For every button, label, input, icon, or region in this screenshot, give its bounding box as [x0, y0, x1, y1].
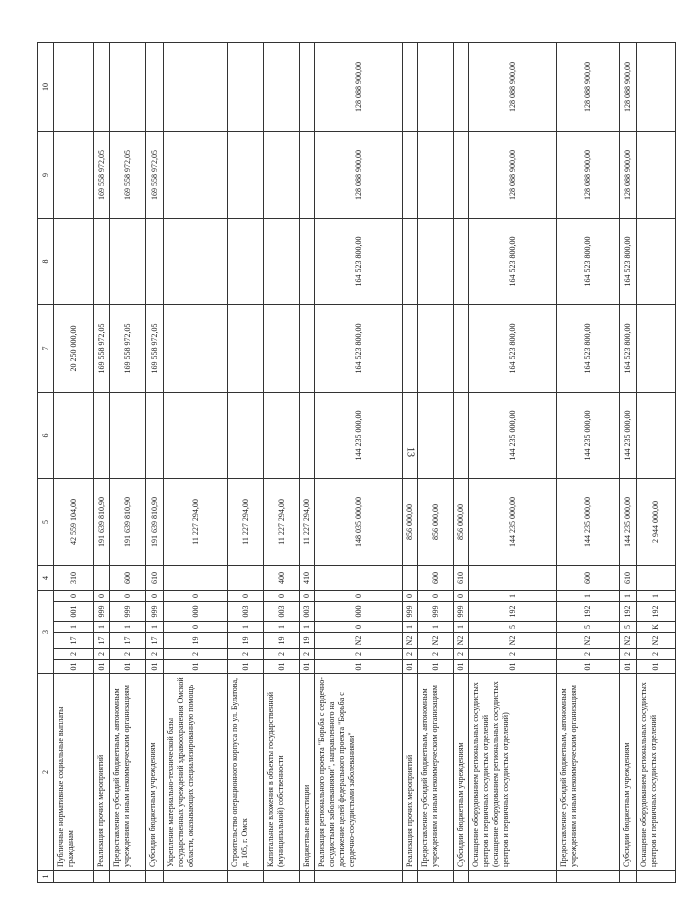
code-part-cell: 999	[146, 602, 164, 622]
amount-cell	[637, 42, 676, 131]
code-part-cell: 0	[418, 590, 454, 601]
item-name-cell: Оснащение оборудованием региональных сосудистых центров и первичных сосудистых отделений (оснащение оборудованием региональных сосудистых центров и первичных сосудистых отделений)	[469, 674, 557, 871]
row-number-cell	[315, 871, 403, 883]
code-part-cell: 2	[620, 649, 637, 660]
code-part-cell: 0	[403, 590, 418, 601]
item-name-cell: Укрепление материально-технической базы государственных учреждений здравоохранения Омской области, оказывающих специализированную помощь	[164, 674, 228, 871]
code-part-cell: 01	[454, 660, 469, 674]
code-part-cell: 0	[110, 590, 146, 601]
item-name-cell: Предоставление субсидий бюджетным, автономным учреждениям и иным некоммерческим организациям	[110, 674, 146, 871]
amount-cell: 11 227 294,00	[228, 478, 264, 565]
amount-cell: 144 235 000,00	[469, 478, 557, 565]
amount-cell	[146, 392, 164, 478]
code-part-cell: 01	[637, 660, 676, 674]
code-part-cell: 1	[146, 622, 164, 633]
header-cell: 8	[38, 218, 54, 304]
code-part-cell: 000	[164, 602, 228, 622]
amount-cell	[264, 131, 300, 218]
code-part-cell: 01	[418, 660, 454, 674]
code-part-cell: N2	[557, 633, 620, 649]
code-part-cell: 01	[94, 660, 110, 674]
amount-cell: 164 523 800,00	[315, 304, 403, 392]
amount-cell: 164 523 800,00	[469, 304, 557, 392]
item-name-cell: Субсидии бюджетным учреждениям	[620, 674, 637, 871]
amount-cell: 128 088 900,00	[620, 42, 637, 131]
code-part-cell: 0	[454, 590, 469, 601]
amount-cell	[418, 42, 454, 131]
code-part-cell: K	[637, 622, 676, 633]
code-part-cell: 1	[469, 590, 557, 601]
amount-cell: 144 235 000,00	[315, 392, 403, 478]
code-part-cell: 1	[264, 622, 300, 633]
code-part-cell: 5	[620, 622, 637, 633]
amount-cell: 128 088 900,00	[315, 131, 403, 218]
expense-type-cell	[164, 565, 228, 590]
row-number-cell	[110, 871, 146, 883]
page-number: 13	[404, 447, 416, 457]
item-name-cell: Бюджетные инвестиции	[300, 674, 315, 871]
amount-cell	[94, 218, 110, 304]
code-part-cell: 2	[228, 649, 264, 660]
code-part-cell: 003	[228, 602, 264, 622]
table-row	[228, 42, 264, 882]
amount-cell	[264, 42, 300, 131]
expense-type-cell	[228, 565, 264, 590]
code-part-cell: 17	[110, 633, 146, 649]
amount-cell	[300, 42, 315, 131]
amount-cell: 20 250 000,00	[54, 304, 94, 392]
expense-type-cell	[637, 565, 676, 590]
code-part-cell: 01	[264, 660, 300, 674]
amount-cell	[164, 131, 228, 218]
item-name-cell: Реализация прочих мероприятий	[94, 674, 110, 871]
amount-cell	[300, 392, 315, 478]
amount-cell	[418, 218, 454, 304]
expense-type-cell: 610	[454, 565, 469, 590]
expense-type-cell: 600	[418, 565, 454, 590]
code-part-cell: 0	[264, 590, 300, 601]
code-part-cell: 0	[300, 590, 315, 601]
code-part-cell: N2	[454, 633, 469, 649]
code-part-cell: 2	[264, 649, 300, 660]
header-cell: 9	[38, 131, 54, 218]
code-part-cell: 01	[403, 660, 418, 674]
amount-cell	[164, 42, 228, 131]
item-name-cell: Капитальные вложения в объекты государственной (муниципальной) собственности	[264, 674, 300, 871]
code-part-cell: 19	[300, 633, 315, 649]
code-part-cell: 999	[94, 602, 110, 622]
code-part-cell: 0	[94, 590, 110, 601]
row-number-cell	[228, 871, 264, 883]
amount-cell: 128 088 900,00	[469, 131, 557, 218]
code-part-cell: 0	[164, 590, 228, 601]
expense-type-cell	[403, 565, 418, 590]
code-part-cell: 2	[403, 649, 418, 660]
row-number-cell	[557, 871, 620, 883]
header-cell: 1	[38, 871, 54, 883]
code-part-cell: N2	[403, 633, 418, 649]
table-row	[110, 42, 146, 882]
code-part-cell: 000	[315, 602, 403, 622]
code-part-cell: 1	[110, 622, 146, 633]
amount-cell: 164 523 800,00	[557, 304, 620, 392]
code-part-cell: 5	[469, 622, 557, 633]
code-part-cell: 2	[110, 649, 146, 660]
amount-cell: 42 559 104,00	[54, 478, 94, 565]
budget-table	[37, 42, 676, 883]
table-row	[403, 42, 418, 882]
amount-cell	[454, 131, 469, 218]
amount-cell	[418, 304, 454, 392]
code-part-cell: 003	[264, 602, 300, 622]
code-part-cell: 1	[637, 590, 676, 601]
amount-cell: 11 227 294,00	[264, 478, 300, 565]
amount-cell: 128 088 900,00	[315, 42, 403, 131]
code-part-cell: 2	[637, 649, 676, 660]
amount-cell	[94, 42, 110, 131]
code-part-cell: 001	[54, 602, 94, 622]
code-part-cell: 1	[403, 622, 418, 633]
header-cell: 3	[38, 590, 54, 673]
amount-cell	[403, 131, 418, 218]
amount-cell: 144 235 000,00	[557, 392, 620, 478]
code-part-cell: N2	[620, 633, 637, 649]
amount-cell: 169 558 972,05	[110, 304, 146, 392]
amount-cell	[146, 218, 164, 304]
code-part-cell: 2	[146, 649, 164, 660]
item-name-cell: Предоставление субсидий бюджетным, автономным учреждениям и иным некоммерческим организациям	[557, 674, 620, 871]
amount-cell: 11 227 294,00	[300, 478, 315, 565]
amount-cell: 169 558 972,05	[94, 304, 110, 392]
amount-cell: 164 523 800,00	[620, 304, 637, 392]
expense-type-cell: 610	[620, 565, 637, 590]
amount-cell: 169 558 972,05	[94, 131, 110, 218]
amount-cell: 144 235 000,00	[620, 478, 637, 565]
row-number-cell	[620, 871, 637, 883]
amount-cell: 856 000,00	[418, 478, 454, 565]
expense-type-cell	[315, 565, 403, 590]
item-name-cell: Строительство операционного корпуса по ул. Булатова, д. 105, г. Омск	[228, 674, 264, 871]
code-part-cell: 19	[264, 633, 300, 649]
code-part-cell: 2	[315, 649, 403, 660]
table-row	[469, 42, 557, 882]
code-part-cell: N2	[637, 633, 676, 649]
item-name-cell: Реализация прочих мероприятий	[403, 674, 418, 871]
amount-cell	[454, 304, 469, 392]
expense-type-cell: 310	[54, 565, 94, 590]
code-part-cell: 2	[54, 649, 94, 660]
code-part-cell: 2	[300, 649, 315, 660]
table-row	[315, 42, 403, 882]
amount-cell	[54, 131, 94, 218]
code-part-cell: 003	[300, 602, 315, 622]
amount-cell: 128 088 900,00	[620, 131, 637, 218]
row-number-cell	[164, 871, 228, 883]
code-part-cell: 0	[315, 622, 403, 633]
code-part-cell: 1	[454, 622, 469, 633]
row-number-cell	[403, 871, 418, 883]
row-number-cell	[454, 871, 469, 883]
row-number-cell	[418, 871, 454, 883]
item-name-cell: Реализация регионального проекта "Борьба с сердечно-сосудистыми заболеваниями", направленного на достижение целей федерального проекта "Борьба с сердечно-сосудистыми заболеваниями"	[315, 674, 403, 871]
amount-cell	[403, 304, 418, 392]
code-part-cell: 01	[315, 660, 403, 674]
table-row	[557, 42, 620, 882]
table-row	[637, 42, 676, 882]
row-number-cell	[54, 871, 94, 883]
code-part-cell: 01	[110, 660, 146, 674]
table-row	[620, 42, 637, 882]
amount-cell: 169 558 972,05	[146, 131, 164, 218]
expense-type-cell: 410	[300, 565, 315, 590]
code-part-cell: 17	[54, 633, 94, 649]
amount-cell	[454, 218, 469, 304]
code-part-cell: 5	[557, 622, 620, 633]
amount-cell	[418, 392, 454, 478]
amount-cell	[300, 218, 315, 304]
amount-cell	[228, 218, 264, 304]
amount-cell: 148 035 000,00	[315, 478, 403, 565]
code-part-cell: N2	[418, 633, 454, 649]
amount-cell	[264, 218, 300, 304]
code-part-cell: 01	[146, 660, 164, 674]
code-part-cell: 0	[164, 622, 228, 633]
amount-cell	[228, 131, 264, 218]
amount-cell	[637, 304, 676, 392]
amount-cell: 128 088 900,00	[557, 42, 620, 131]
code-part-cell: 0	[54, 590, 94, 601]
amount-cell: 164 523 800,00	[315, 218, 403, 304]
amount-cell	[164, 218, 228, 304]
amount-cell: 128 088 900,00	[557, 131, 620, 218]
code-part-cell: 0	[315, 590, 403, 601]
code-part-cell: N2	[315, 633, 403, 649]
amount-cell	[228, 392, 264, 478]
code-part-cell: 1	[557, 590, 620, 601]
table-row	[94, 42, 110, 882]
amount-cell	[637, 218, 676, 304]
table-row	[454, 42, 469, 882]
amount-cell: 128 088 900,00	[469, 42, 557, 131]
code-part-cell: 0	[146, 590, 164, 601]
code-part-cell: 01	[54, 660, 94, 674]
amount-cell	[110, 392, 146, 478]
amount-cell	[403, 218, 418, 304]
amount-cell: 191 639 810,90	[110, 478, 146, 565]
expense-type-cell: 400	[264, 565, 300, 590]
code-part-cell: 17	[94, 633, 110, 649]
code-part-cell: 17	[146, 633, 164, 649]
expense-type-cell	[94, 565, 110, 590]
amount-cell: 164 523 800,00	[620, 218, 637, 304]
amount-cell	[110, 218, 146, 304]
amount-cell	[146, 42, 164, 131]
expense-type-cell	[469, 565, 557, 590]
amount-cell: 164 523 800,00	[557, 218, 620, 304]
amount-cell	[403, 42, 418, 131]
amount-cell	[418, 131, 454, 218]
code-part-cell: 01	[620, 660, 637, 674]
amount-cell: 856 000,00	[454, 478, 469, 565]
amount-cell	[228, 42, 264, 131]
amount-cell: 169 558 972,05	[110, 131, 146, 218]
table-row	[418, 42, 454, 882]
code-part-cell: 01	[557, 660, 620, 674]
amount-cell	[300, 131, 315, 218]
table-row	[264, 42, 300, 882]
amount-cell: 164 523 800,00	[469, 218, 557, 304]
expense-type-cell: 610	[146, 565, 164, 590]
amount-cell: 856 000,00	[403, 478, 418, 565]
amount-cell	[637, 392, 676, 478]
code-part-cell: 2	[454, 649, 469, 660]
amount-cell	[54, 218, 94, 304]
amount-cell	[454, 42, 469, 131]
code-part-cell: 01	[228, 660, 264, 674]
amount-cell	[164, 304, 228, 392]
amount-cell	[264, 392, 300, 478]
amount-cell	[54, 392, 94, 478]
code-part-cell: 192	[557, 602, 620, 622]
code-part-cell: 192	[620, 602, 637, 622]
item-name-cell: Оснащение оборудованием региональных сосудистых центров и первичных сосудистых отделений	[637, 674, 676, 871]
table-row	[54, 42, 94, 882]
amount-cell: 169 558 972,05	[146, 304, 164, 392]
amount-cell: 191 639 810,90	[146, 478, 164, 565]
code-part-cell: 01	[469, 660, 557, 674]
code-part-cell: 1	[54, 622, 94, 633]
amount-cell: 144 235 000,00	[620, 392, 637, 478]
code-part-cell: 1	[418, 622, 454, 633]
code-part-cell: 1	[620, 590, 637, 601]
code-part-cell: 999	[454, 602, 469, 622]
code-part-cell: 999	[110, 602, 146, 622]
expense-type-cell: 600	[110, 565, 146, 590]
code-part-cell: 01	[300, 660, 315, 674]
amount-cell	[228, 304, 264, 392]
code-part-cell: 2	[557, 649, 620, 660]
code-part-cell: 999	[418, 602, 454, 622]
amount-cell: 144 235 000,00	[469, 392, 557, 478]
row-number-cell	[300, 871, 315, 883]
table-row	[146, 42, 164, 882]
amount-cell	[403, 392, 418, 478]
amount-cell	[94, 392, 110, 478]
table-row	[300, 42, 315, 882]
code-part-cell: 1	[300, 622, 315, 633]
item-name-cell: Субсидии бюджетным учреждениям	[146, 674, 164, 871]
code-part-cell: 192	[637, 602, 676, 622]
header-cell: 4	[38, 565, 54, 590]
code-part-cell: 2	[164, 649, 228, 660]
row-number-cell	[469, 871, 557, 883]
code-part-cell: 999	[403, 602, 418, 622]
amount-cell: 144 235 000,00	[557, 478, 620, 565]
code-part-cell: N2	[469, 633, 557, 649]
amount-cell	[164, 392, 228, 478]
item-name-cell: Публичные нормативные социальные выплаты гражданам	[54, 674, 94, 871]
item-name-cell: Субсидии бюджетным учреждениям	[454, 674, 469, 871]
amount-cell	[637, 131, 676, 218]
code-part-cell: 19	[228, 633, 264, 649]
code-part-cell: 2	[418, 649, 454, 660]
amount-cell	[454, 392, 469, 478]
amount-cell: 11 227 294,00	[164, 478, 228, 565]
row-number-cell	[637, 871, 676, 883]
rotated-page	[37, 43, 660, 883]
code-part-cell: 2	[94, 649, 110, 660]
amount-cell: 191 639 810,90	[94, 478, 110, 565]
amount-cell: 2 944 000,00	[637, 478, 676, 565]
header-cell: 6	[38, 392, 54, 478]
code-part-cell: 01	[164, 660, 228, 674]
code-part-cell: 1	[94, 622, 110, 633]
header-row	[38, 42, 54, 882]
amount-cell	[300, 304, 315, 392]
code-part-cell: 0	[228, 590, 264, 601]
row-number-cell	[264, 871, 300, 883]
row-number-cell	[94, 871, 110, 883]
header-cell: 2	[38, 674, 54, 871]
header-cell: 10	[38, 42, 54, 131]
amount-cell	[110, 42, 146, 131]
code-part-cell: 192	[469, 602, 557, 622]
amount-cell	[264, 304, 300, 392]
row-number-cell	[146, 871, 164, 883]
table-row	[164, 42, 228, 882]
amount-cell	[54, 42, 94, 131]
item-name-cell: Предоставление субсидий бюджетным, автономным учреждениям и иным некоммерческим организациям	[418, 674, 454, 871]
header-cell: 5	[38, 478, 54, 565]
expense-type-cell: 600	[557, 565, 620, 590]
code-part-cell: 2	[469, 649, 557, 660]
code-part-cell: 19	[164, 633, 228, 649]
code-part-cell: 1	[228, 622, 264, 633]
header-cell: 7	[38, 304, 54, 392]
